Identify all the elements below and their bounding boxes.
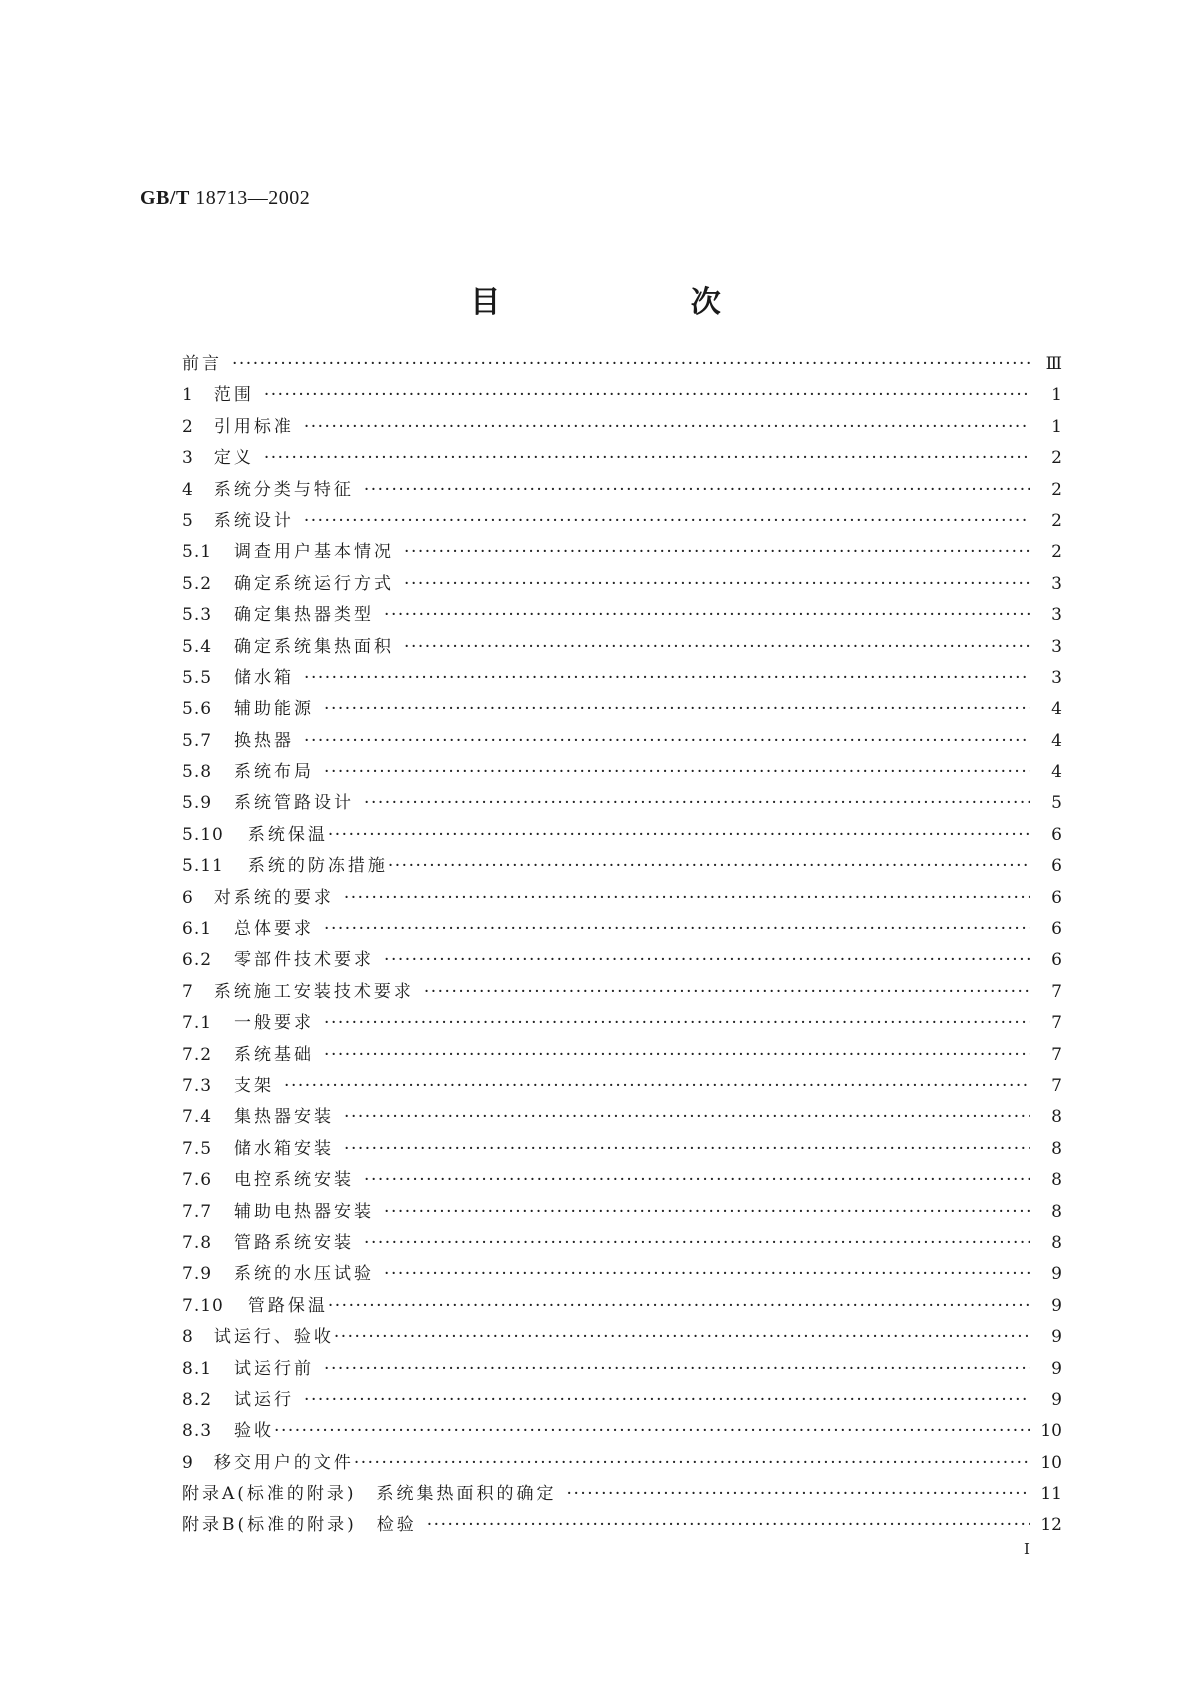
toc-entry-label: 范围 xyxy=(213,385,254,406)
toc-entry-label: 换热器 xyxy=(234,730,295,751)
toc-entry-page: 8 xyxy=(1051,1170,1062,1191)
toc-entry[interactable] xyxy=(182,1291,1062,1322)
toc-entry-number: 7.8 xyxy=(182,1232,213,1253)
toc-entry[interactable] xyxy=(182,726,1062,757)
toc-entry[interactable] xyxy=(182,1071,1062,1102)
toc-entry-page: Ⅲ xyxy=(1045,354,1062,374)
toc-entry-label: 试运行 xyxy=(234,1389,295,1410)
toc-entry-number: 7.3 xyxy=(182,1075,213,1096)
toc-entry-label: 系统施工安装技术要求 xyxy=(213,981,414,1002)
toc-entry-number: 2 xyxy=(182,416,194,437)
dot-leader xyxy=(384,945,1030,976)
toc-entry-number: 5.11 xyxy=(182,856,224,877)
toc-entry-label: 附录B(标准的附录) 检验 xyxy=(182,1515,417,1536)
toc-entry-number: 5.4 xyxy=(182,636,213,657)
dot-leader xyxy=(328,1291,1030,1322)
toc-entry-number: 6.2 xyxy=(182,950,213,971)
toc-entry-label: 系统设计 xyxy=(213,510,294,531)
toc-entry-number: 5.2 xyxy=(182,573,213,594)
toc-entry[interactable] xyxy=(182,1479,1062,1510)
toc-entry-page: 7 xyxy=(1051,1044,1062,1065)
toc-entry-label: 前言 xyxy=(182,354,222,374)
toc-entry-label: 零部件技术要求 xyxy=(234,950,375,971)
dot-leader xyxy=(344,883,1030,914)
dot-leader xyxy=(324,757,1030,788)
toc-entry-number: 5.7 xyxy=(182,730,213,751)
toc-entry-page: 8 xyxy=(1051,1107,1062,1128)
toc-entry-number: 5.10 xyxy=(182,824,224,845)
toc-entry-label: 系统布局 xyxy=(234,762,315,783)
toc-entry[interactable] xyxy=(182,820,1062,851)
toc-entry-page: 7 xyxy=(1051,1013,1062,1034)
toc-entry-page: 9 xyxy=(1051,1327,1062,1348)
toc-entry-page: 11 xyxy=(1040,1484,1062,1505)
toc-entry[interactable] xyxy=(182,1416,1062,1447)
toc-entry-number: 7.1 xyxy=(182,1013,213,1034)
toc-entry-page: 12 xyxy=(1040,1515,1062,1536)
dot-leader xyxy=(304,412,1030,443)
toc-entry[interactable] xyxy=(182,1134,1062,1165)
dot-leader xyxy=(324,1008,1030,1039)
toc-entry-number: 7.9 xyxy=(182,1264,213,1285)
toc-entry-label: 确定系统运行方式 xyxy=(234,573,395,594)
dot-leader xyxy=(388,851,1030,882)
toc-entry-number: 9 xyxy=(182,1452,194,1473)
toc-entry-page: 6 xyxy=(1051,887,1062,908)
toc-entry-label: 系统管路设计 xyxy=(234,793,355,814)
page-title: 目 次 xyxy=(470,285,811,320)
toc-entry[interactable] xyxy=(182,945,1062,976)
toc-entry-number: 7 xyxy=(182,981,194,1002)
toc-entry[interactable] xyxy=(182,412,1062,443)
dot-leader xyxy=(274,1416,1030,1447)
toc-entry-number: 6 xyxy=(182,887,194,908)
toc-entry-number: 8 xyxy=(182,1327,194,1348)
toc-entry-label: 辅助电热器安装 xyxy=(234,1201,375,1222)
toc-entry-number: 5 xyxy=(182,510,194,531)
toc-entry[interactable] xyxy=(182,475,1062,506)
toc-entry-label: 系统的防冻措施 xyxy=(247,856,388,877)
toc-entry[interactable] xyxy=(182,600,1062,631)
toc-entry-page: 7 xyxy=(1051,1075,1062,1096)
toc-entry-page: 2 xyxy=(1051,542,1062,563)
toc-entry[interactable] xyxy=(182,1165,1062,1196)
toc-entry-label: 系统基础 xyxy=(234,1044,315,1065)
toc-entry-page: 9 xyxy=(1051,1358,1062,1379)
toc-entry-page: 5 xyxy=(1051,793,1062,814)
toc-entry-label: 储水箱安装 xyxy=(234,1138,335,1159)
toc-entry-page: 1 xyxy=(1051,416,1062,437)
toc-entry[interactable] xyxy=(182,1228,1062,1259)
toc-entry-page: 2 xyxy=(1051,510,1062,531)
toc-entry-label: 对系统的要求 xyxy=(213,887,334,908)
dot-leader xyxy=(304,663,1030,694)
toc-entry-label: 确定系统集热面积 xyxy=(234,636,395,657)
toc-entry-number: 5.1 xyxy=(182,542,213,563)
toc-entry-page: 10 xyxy=(1040,1421,1062,1442)
dot-leader xyxy=(354,1448,1030,1479)
toc-entry-page: 6 xyxy=(1051,856,1062,877)
toc-entry-page: 8 xyxy=(1051,1138,1062,1159)
toc-entry-label: 移交用户的文件 xyxy=(213,1452,354,1473)
toc-entry-label: 储水箱 xyxy=(234,667,295,688)
toc-entry-number: 8.1 xyxy=(182,1358,213,1379)
toc-entry-page: 4 xyxy=(1051,762,1062,783)
toc-entry-label: 定义 xyxy=(213,448,254,469)
toc-entry[interactable] xyxy=(182,1322,1062,1353)
toc-entry-label: 系统保温 xyxy=(247,824,328,845)
standard-year: 18713—2002 xyxy=(195,187,311,209)
toc-entry-label: 试运行前 xyxy=(234,1358,315,1379)
toc-entry-label: 一般要求 xyxy=(234,1013,315,1034)
dot-leader xyxy=(404,632,1030,663)
toc-entry-number: 4 xyxy=(182,479,194,500)
toc-entry-number: 5.8 xyxy=(182,762,213,783)
toc-entry-label: 验收 xyxy=(234,1421,275,1442)
toc-entry[interactable] xyxy=(182,1008,1062,1039)
toc-entry-number: 7.6 xyxy=(182,1170,213,1191)
toc-entry-label: 试运行、验收 xyxy=(213,1327,334,1348)
toc-entry-label: 管路系统安装 xyxy=(234,1232,355,1253)
toc-entry-page: 3 xyxy=(1051,605,1062,626)
toc-entry[interactable] xyxy=(182,788,1062,819)
dot-leader xyxy=(404,537,1030,568)
toc-entry-page: 8 xyxy=(1051,1201,1062,1222)
toc-entry-number: 5.9 xyxy=(182,793,213,814)
toc-entry-page: 4 xyxy=(1051,699,1062,720)
toc-entry[interactable] xyxy=(182,569,1062,600)
toc-entry-label: 集热器安装 xyxy=(234,1107,335,1128)
toc-entry-number: 5.6 xyxy=(182,699,213,720)
toc-entry-number: 7.5 xyxy=(182,1138,213,1159)
dot-leader xyxy=(384,600,1030,631)
toc-entry[interactable] xyxy=(182,851,1062,882)
toc-entry[interactable] xyxy=(182,1354,1062,1385)
toc-entry-label: 确定集热器类型 xyxy=(234,605,375,626)
toc-entry-page: 4 xyxy=(1051,730,1062,751)
toc-entry[interactable] xyxy=(182,443,1062,474)
toc-entry-label: 调查用户基本情况 xyxy=(234,542,395,563)
toc-entry-page: 6 xyxy=(1051,824,1062,845)
toc-entry[interactable] xyxy=(182,632,1062,663)
dot-leader xyxy=(304,506,1030,537)
toc-entry[interactable] xyxy=(182,1197,1062,1228)
toc-entry[interactable] xyxy=(182,349,1062,380)
toc-entry-page: 9 xyxy=(1051,1264,1062,1285)
toc-entry[interactable] xyxy=(182,380,1062,411)
dot-leader xyxy=(364,475,1030,506)
dot-leader xyxy=(404,569,1030,600)
toc-entry-label: 附录A(标准的附录) 系统集热面积的确定 xyxy=(182,1484,557,1505)
dot-leader xyxy=(284,1071,1030,1102)
dot-leader xyxy=(364,788,1030,819)
toc-entry-number: 1 xyxy=(182,385,194,406)
toc-entry-page: 3 xyxy=(1051,636,1062,657)
standard-code: GB/T xyxy=(140,187,190,209)
toc-entry[interactable] xyxy=(182,537,1062,568)
toc-entry-number: 8.2 xyxy=(182,1389,213,1410)
toc-entry-label: 管路保温 xyxy=(247,1295,328,1316)
toc-entry-page: 2 xyxy=(1051,448,1062,469)
toc-entry-page: 6 xyxy=(1051,950,1062,971)
dot-leader xyxy=(364,1165,1030,1196)
toc-entry-label: 系统分类与特征 xyxy=(213,479,354,500)
toc-entry-page: 9 xyxy=(1051,1295,1062,1316)
dot-leader xyxy=(324,694,1030,725)
toc-entry-page: 8 xyxy=(1051,1232,1062,1253)
toc-entry[interactable] xyxy=(182,914,1062,945)
dot-leader xyxy=(328,820,1030,851)
toc-entry-number: 8.3 xyxy=(182,1421,213,1442)
dot-leader xyxy=(324,1354,1030,1385)
toc-entry-number: 6.1 xyxy=(182,919,213,940)
toc-entry-label: 辅助能源 xyxy=(234,699,315,720)
dot-leader xyxy=(264,443,1030,474)
dot-leader xyxy=(384,1197,1030,1228)
dot-leader xyxy=(324,1040,1030,1071)
table-of-contents xyxy=(182,349,1062,1542)
toc-entry-page: 3 xyxy=(1051,667,1062,688)
dot-leader xyxy=(384,1259,1030,1290)
dot-leader xyxy=(427,1510,1030,1541)
toc-entry[interactable] xyxy=(182,1510,1062,1541)
toc-entry-page: 1 xyxy=(1051,385,1062,406)
toc-entry-label: 引用标准 xyxy=(213,416,294,437)
toc-entry[interactable] xyxy=(182,1448,1062,1479)
toc-entry-page: 9 xyxy=(1051,1389,1062,1410)
dot-leader xyxy=(567,1479,1030,1510)
toc-entry-page: 3 xyxy=(1051,573,1062,594)
toc-entry-number: 7.4 xyxy=(182,1107,213,1128)
toc-entry-number: 5.3 xyxy=(182,605,213,626)
dot-leader xyxy=(304,1385,1030,1416)
toc-entry-number: 7.7 xyxy=(182,1201,213,1222)
toc-entry-label: 支架 xyxy=(234,1075,275,1096)
toc-entry-label: 电控系统安装 xyxy=(234,1170,355,1191)
toc-entry-number: 3 xyxy=(182,448,194,469)
toc-entry-number: 7.10 xyxy=(182,1295,224,1316)
standard-number xyxy=(140,187,310,210)
dot-leader xyxy=(324,914,1030,945)
toc-entry[interactable] xyxy=(182,883,1062,914)
toc-entry[interactable] xyxy=(182,663,1062,694)
dot-leader xyxy=(424,977,1030,1008)
toc-entry[interactable] xyxy=(182,1385,1062,1416)
toc-entry-number: 5.5 xyxy=(182,667,213,688)
toc-entry-label: 系统的水压试验 xyxy=(234,1264,375,1285)
page-number: I xyxy=(1024,1540,1030,1558)
toc-entry[interactable] xyxy=(182,694,1062,725)
toc-entry-page: 10 xyxy=(1040,1452,1062,1473)
toc-entry[interactable] xyxy=(182,757,1062,788)
toc-entry-number: 7.2 xyxy=(182,1044,213,1065)
dot-leader xyxy=(334,1322,1030,1353)
toc-entry[interactable] xyxy=(182,977,1062,1008)
toc-entry[interactable] xyxy=(182,1259,1062,1290)
toc-entry-page: 2 xyxy=(1051,479,1062,500)
toc-entry-page: 6 xyxy=(1051,919,1062,940)
dot-leader xyxy=(344,1134,1030,1165)
toc-entry[interactable] xyxy=(182,1102,1062,1133)
toc-entry[interactable] xyxy=(182,506,1062,537)
toc-entry[interactable] xyxy=(182,1040,1062,1071)
dot-leader xyxy=(264,380,1030,411)
toc-entry-page: 7 xyxy=(1051,981,1062,1002)
dot-leader xyxy=(364,1228,1030,1259)
toc-entry-label: 总体要求 xyxy=(234,919,315,940)
dot-leader xyxy=(232,349,1030,380)
dot-leader xyxy=(304,726,1030,757)
dot-leader xyxy=(344,1102,1030,1133)
